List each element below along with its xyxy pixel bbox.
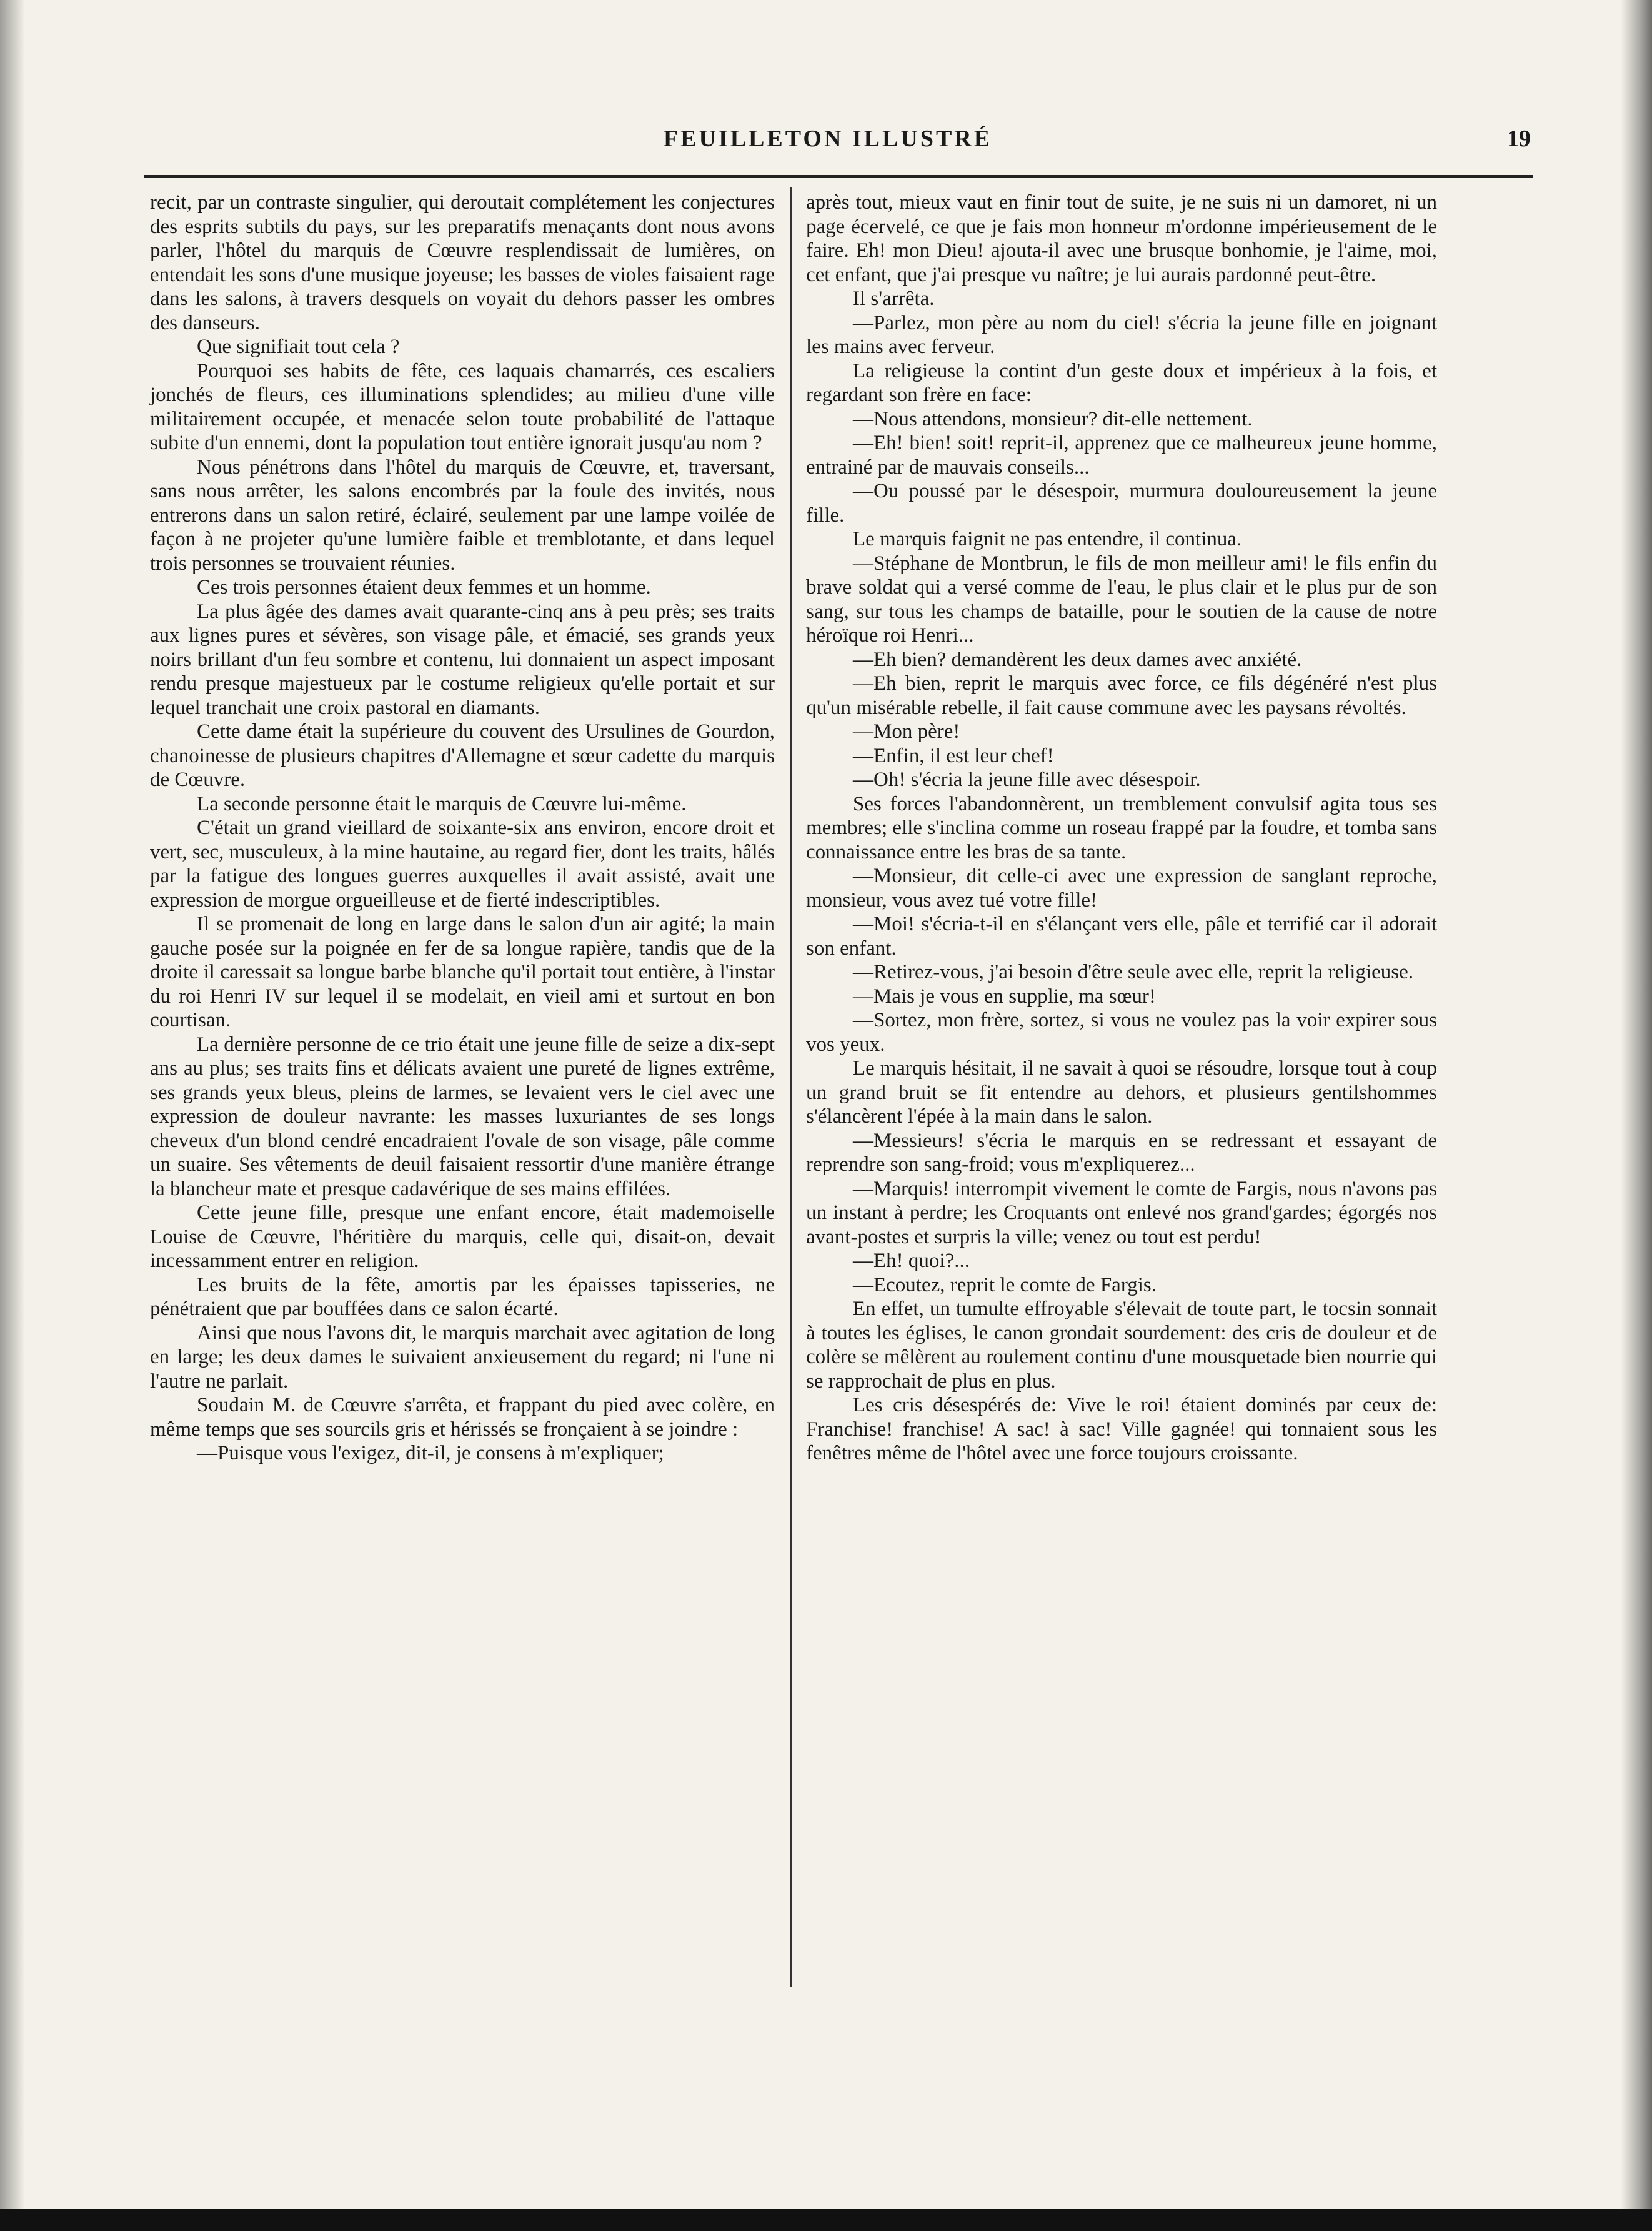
paragraph: Il se promenait de long en large dans le salon d'un air agité; la main gauche posée sur la poignée en fer de sa longue rapière, tandis que de la droite il caressait sa longue barbe blanche qu'il portait tout entière, à l'instar du roi Henri IV sur lequel il se modelait, en vieil ami et surtout en bon courtisan. — [150, 913, 775, 1031]
scan-edge-right — [1621, 0, 1652, 2231]
scan-edge-bottom — [0, 2209, 1652, 2231]
paragraph: —Sortez, mon frère, sortez, si vous ne voulez pas la voir expirer sous vos yeux. — [806, 1009, 1437, 1056]
paragraph: après tout, mieux vaut en finir tout de suite, je ne suis ni un damoret, ni un page écervelé, ce que je fais mon honneur m'ordonne impérieusement de le faire. Eh! mon Dieu! ajouta-il avec une brusque bonhomie, je l'aime, moi, cet enfant, que j'ai presque vu naître; je lui aurais pardonné peut-être. — [806, 191, 1437, 286]
scan-edge-left — [0, 0, 25, 2231]
paragraph: —Retirez-vous, j'ai besoin d'être seule avec elle, reprit la religieuse. — [853, 961, 1414, 983]
paragraph: —Ou poussé par le désespoir, murmura douloureusement la jeune fille. — [806, 480, 1437, 527]
paragraph: Le marquis hésitait, il ne savait à quoi se résoudre, lorsque tout à coup un grand bruit se fit entendre au dehors, et plusieurs gentilshommes s'élancèrent l'épée à la main dans le salon. — [806, 1057, 1437, 1128]
paragraph: —Ecoutez, reprit le comte de Fargis. — [853, 1273, 1157, 1296]
paragraph: —Mais je vous en supplie, ma sœur! — [853, 985, 1156, 1008]
paragraph: La dernière personne de ce trio était une jeune fille de seize a dix-sept ans au plus; ses traits fins et délicats avaient une pureté de lignes extrême, ses grands yeux bleus, pleins de larmes, se levaient vers le ciel avec une expression de douleur navrante: les masses luxuriantes de ses longs cheveux d'un blond cendré encadraient l'ovale de son visage, pâle comme un suaire. Ses vêtements de deuil faisaient ressortir d'une manière étrange la blancheur mate et presque cadavérique de ses mains effilées. — [150, 1033, 775, 1200]
paragraph: —Eh bien? demandèrent les deux dames avec anxiété. — [853, 648, 1302, 671]
paragraph: —Monsieur, dit celle-ci avec une expression de sanglant reproche, monsieur, vous avez tué votre fille! — [806, 865, 1437, 912]
paragraph: —Oh! s'écria la jeune fille avec désespoir. — [853, 768, 1201, 791]
paragraph: Ces trois personnes étaient deux femmes et un homme. — [197, 576, 651, 599]
paragraph: —Enfin, il est leur chef! — [853, 744, 1054, 767]
paragraph: recit, par un contraste singulier, qui deroutait complétement les conjectures des esprits subtils du pays, sur les preparatifs menaçants dont nous avons parler, l'hôtel du marquis de Cœuvre resplendissait de lumières, on entendait les sons d'une musique joyeuse; les basses de violes faisaient rage dans les salons, à travers desquels on voyait du dehors passer les ombres des danseurs. — [150, 191, 775, 334]
left-column — [150, 191, 775, 1466]
paragraph: Soudain M. de Cœuvre s'arrêta, et frappant du pied avec colère, en même temps que ses sourcils gris et hérissés se fronçaient à se joindre : — [150, 1394, 775, 1441]
paragraph: Cette dame était la supérieure du couvent des Ursulines de Gourdon, chanoinesse de plusieurs chapitres d'Allemagne et sœur cadette du marquis de Cœuvre. — [150, 720, 775, 791]
paragraph: —Messieurs! s'écria le marquis en se redressant et essayant de reprendre son sang-froid; vous m'expliquerez... — [806, 1129, 1437, 1176]
paragraph: Ses forces l'abandonnèrent, un tremblement convulsif agita tous ses membres; elle s'inclina comme un roseau frappé par la foudre, et tomba sans connaissance entre les bras de sa tante. — [806, 792, 1437, 863]
paragraph: Le marquis faignit ne pas entendre, il continua. — [853, 528, 1242, 550]
paragraph: La seconde personne était le marquis de Cœuvre lui-même. — [197, 792, 687, 815]
column-divider — [790, 187, 792, 1987]
paragraph: La plus âgée des dames avait quarante-cinq ans à peu près; ses traits aux lignes pures et sévères, son visage pâle, et émacié, ses grands yeux noirs brillant d'un feu sombre et contenu, lui donnaient un aspect imposant rendu presque majestueux par le costume religieux qu'elle portait et sur lequel tranchait une croix pastoral en diamants. — [150, 600, 775, 719]
paragraph: Les bruits de la fête, amortis par les épaisses tapisseries, ne pénétraient que par bouffées dans ce salon écarté. — [150, 1273, 775, 1320]
running-title: FEUILLETON ILLUSTRÉ — [663, 126, 993, 152]
paragraph: —Marquis! interrompit vivement le comte de Fargis, nous n'avons pas un instant à perdre; les Croquants ont enlevé nos grand'gardes; égorgés nos avant-postes et surpris la ville; venez ou tout est perdu! — [806, 1177, 1437, 1248]
paragraph: —Stéphane de Montbrun, le fils de mon meilleur ami! le fils enfin du brave soldat qui a versé comme de l'eau, le plus clair et le plus pur de son sang, sur tous les champs de bataille, pour le soutien de la cause de notre héroïque roi Henri... — [806, 552, 1437, 647]
paragraph: Que signifiait tout cela ? — [197, 335, 400, 358]
paragraph: En effet, un tumulte effroyable s'élevait de toute part, le tocsin sonnait à toutes les églises, le canon grondait sourdement: des cris de douleur et de colère se mêlèrent au roulement continu d'une mousquetade bien nourrie qui se rapprochait de plus en plus. — [806, 1298, 1437, 1393]
paragraph: —Eh! quoi?... — [853, 1250, 970, 1272]
paragraph: —Parlez, mon père au nom du ciel! s'écria la jeune fille en joignant les mains avec ferveur. — [806, 311, 1437, 358]
paragraph: Il s'arrêta. — [853, 287, 935, 310]
paragraph: Cette jeune fille, presque une enfant encore, était mademoiselle Louise de Cœuvre, l'héritière du marquis, celle qui, disait-on, devait incessamment entrer en religion. — [150, 1201, 775, 1272]
paragraph: La religieuse la contint d'un geste doux et impérieux à la fois, et regardant son frère en face: — [806, 359, 1437, 406]
paragraph: Ainsi que nous l'avons dit, le marquis marchait avec agitation de long en large; les deux dames le suivaient anxieusement du regard; ni l'une ni l'autre ne parlait. — [150, 1321, 775, 1393]
paragraph: —Eh! bien! soit! reprit-il, apprenez que ce malheureux jeune homme, entrainé par de mauvais conseils... — [806, 432, 1437, 479]
paragraph: Nous pénétrons dans l'hôtel du marquis de Cœuvre, et, traversant, sans nous arrêter, les salons encombrés par la foule des invités, nous entrerons dans un salon retiré, éclairé, seulement par une lampe voilée de façon à ne projeter qu'une lumière faible et tremblotante, et dans lequel trois personnes se trouvaient réunies. — [150, 455, 775, 575]
page-header — [125, 125, 1531, 175]
paragraph: —Mon père! — [853, 720, 960, 743]
header-rule — [144, 175, 1533, 178]
page-number: 19 — [1507, 126, 1531, 152]
paragraph: —Moi! s'écria-t-il en s'élançant vers elle, pâle et terrifié car il adorait son enfant. — [806, 913, 1437, 960]
paragraph: Les cris désespérés de: Vive le roi! étaient dominés par ceux de: Franchise! franchise! A sac! à sac! Ville gagnée! qui tonnaient sous les fenêtres même de l'hôtel avec une force toujours croissante. — [806, 1394, 1437, 1464]
paragraph: Pourquoi ses habits de fête, ces laquais chamarrés, ces escaliers jonchés de fleurs, ces illuminations splendides; au milieu d'une ville militairement occupée, et menacée selon toute probabilité de l'attaque subite d'un ennemi, dont la population tout entière ignorait jusqu'au nom ? — [150, 359, 775, 454]
paragraph: —Puisque vous l'exigez, dit-il, je consens à m'expliquer; — [197, 1442, 664, 1464]
paragraph: C'était un grand vieillard de soixante-six ans environ, encore droit et vert, sec, musculeux, à la mine hautaine, au regard fier, dont les traits, hâlés par la fatigue des longues guerres auxquelles il avait assisté, avait une expression de morgue orgueilleuse et de fierté indescriptibles. — [150, 817, 775, 912]
right-column — [806, 191, 1437, 1466]
paragraph: —Eh bien, reprit le marquis avec force, ce fils dégénéré n'est plus qu'un misérable rebelle, il fait cause commune avec les paysans révoltés. — [806, 672, 1437, 719]
paragraph: —Nous attendons, monsieur? dit-elle nettement. — [853, 407, 1253, 430]
